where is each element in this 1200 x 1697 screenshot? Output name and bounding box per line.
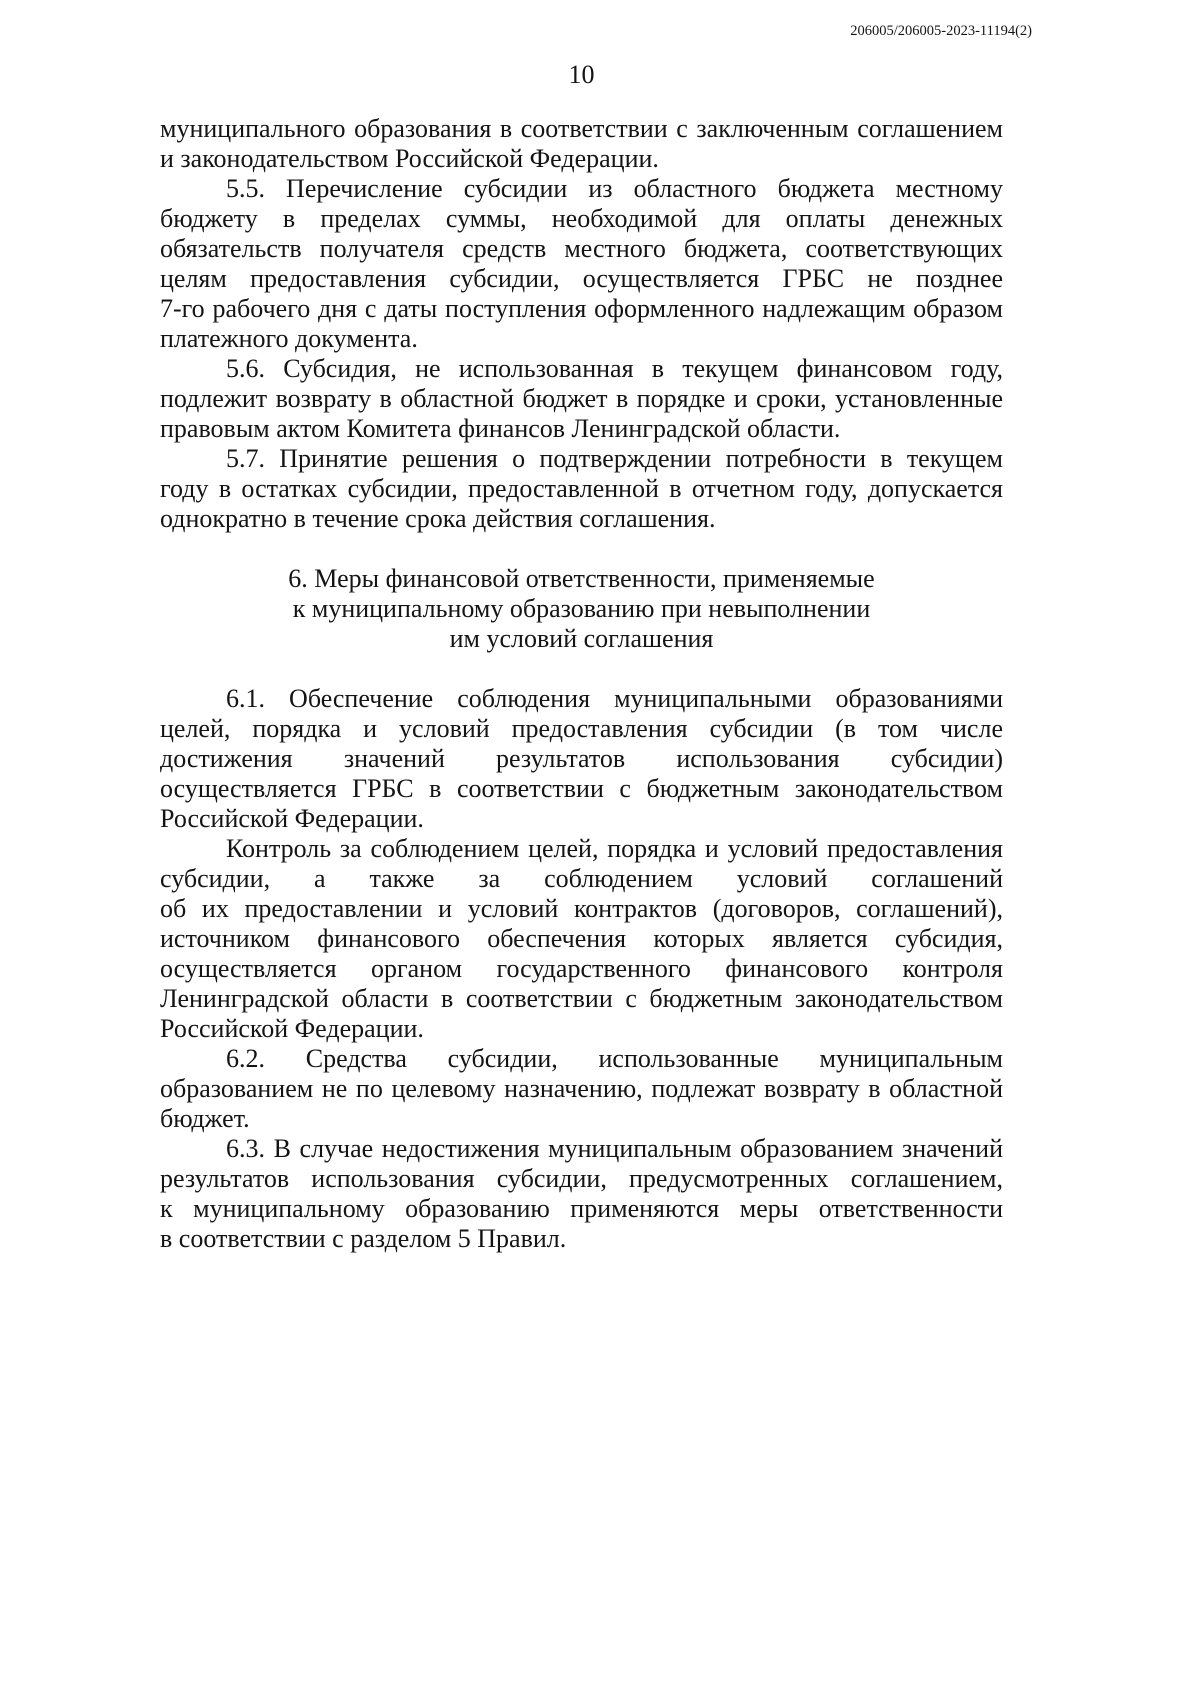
paragraph-line: Ленинградской области в соответствии с бюджетным законодательством: [160, 984, 1003, 1013]
paragraph-6-1: [160, 684, 1003, 834]
paragraph-line: об их предоставлении и условий контрактов (договоров, соглашений),: [160, 894, 1003, 923]
paragraph-6-2: [160, 1044, 1003, 1134]
paragraph-line: 6.2. Средства субсидии, использованные муниципальным: [226, 1044, 1003, 1073]
heading-line: к муниципальному образованию при невыполнении: [292, 594, 871, 623]
paragraph-line: подлежит возврату в областной бюджет в порядке и сроки, установленные: [160, 384, 1003, 413]
paragraph-line: субсидии, а также за соблюдением условий соглашений: [160, 864, 1003, 893]
paragraph-line: платежного документа.: [160, 324, 418, 353]
paragraph-line: в соответствии с разделом 5 Правил.: [160, 1224, 567, 1253]
paragraph-line: 7-го рабочего дня с даты поступления оформленного надлежащим образом: [160, 294, 1003, 323]
paragraph-line: результатов использования субсидии, предусмотренных соглашением,: [160, 1164, 1003, 1193]
paragraph-line: к муниципальному образованию применяются меры ответственности: [160, 1194, 1003, 1223]
blank-line: [160, 654, 1003, 684]
paragraph-5-5: [160, 174, 1003, 354]
paragraph-line: осуществляется органом государственного финансового контроля: [160, 954, 1003, 983]
paragraph-line: достижения значений результатов использования субсидии): [160, 744, 1003, 773]
paragraph-line: Российской Федерации.: [160, 804, 424, 833]
paragraph-line: Контроль за соблюдением целей, порядка и условий предоставления: [226, 834, 1003, 863]
paragraph-line: Российской Федерации.: [160, 1014, 424, 1043]
paragraph-line: источником финансового обеспечения которых является субсидия,: [160, 924, 1003, 953]
paragraph-line: 6.3. В случае недостижения муниципальным образованием значений: [226, 1134, 1003, 1163]
blank-line: [160, 534, 1003, 564]
paragraph-line: и законодательством Российской Федерации.: [160, 144, 659, 173]
paragraph-line: правовым актом Комитета финансов Ленинградской области.: [160, 414, 841, 443]
paragraph-line: осуществляется ГРБС в соответствии с бюджетным законодательством: [160, 774, 1003, 803]
paragraph-line: целям предоставления субсидии, осуществляется ГРБС не позднее: [160, 264, 1003, 293]
paragraph-line: муниципального образования в соответствии с заключенным соглашением: [160, 114, 1003, 143]
text-body: [160, 114, 1003, 1254]
paragraph-control: [160, 834, 1003, 1044]
paragraph-continuation: [160, 114, 1003, 174]
section-6-heading: [160, 564, 1003, 654]
document-number: 206005/206005-2023-11194(2): [850, 23, 1032, 39]
heading-line: им условий соглашения: [449, 624, 714, 653]
paragraph-line: обязательств получателя средств местного бюджета, соответствующих: [160, 234, 1003, 263]
paragraph-line: 6.1. Обеспечение соблюдения муниципальными образованиями: [226, 684, 1003, 713]
paragraph-6-3: [160, 1134, 1003, 1254]
paragraph-5-6: [160, 354, 1003, 444]
paragraph-line: бюджету в пределах суммы, необходимой для оплаты денежных: [160, 204, 1003, 233]
paragraph-line: 5.6. Субсидия, не использованная в текущем финансовом году,: [226, 354, 1003, 383]
paragraph-line: 5.7. Принятие решения о подтверждении потребности в текущем: [226, 444, 1003, 473]
paragraph-line: бюджет.: [160, 1104, 250, 1133]
paragraph-line: целей, порядка и условий предоставления субсидии (в том числе: [160, 714, 1003, 743]
paragraph-5-7: [160, 444, 1003, 534]
page-number: 10: [568, 60, 595, 89]
paragraph-line: образованием не по целевому назначению, подлежат возврату в областной: [160, 1074, 1003, 1103]
paragraph-line: 5.5. Перечисление субсидии из областного бюджета местному: [226, 174, 1003, 203]
paragraph-line: году в остатках субсидии, предоставленной в отчетном году, допускается: [160, 474, 1003, 503]
paragraph-line: однократно в течение срока действия соглашения.: [160, 504, 716, 533]
heading-line: 6. Меры финансовой ответственности, применяемые: [288, 564, 875, 593]
